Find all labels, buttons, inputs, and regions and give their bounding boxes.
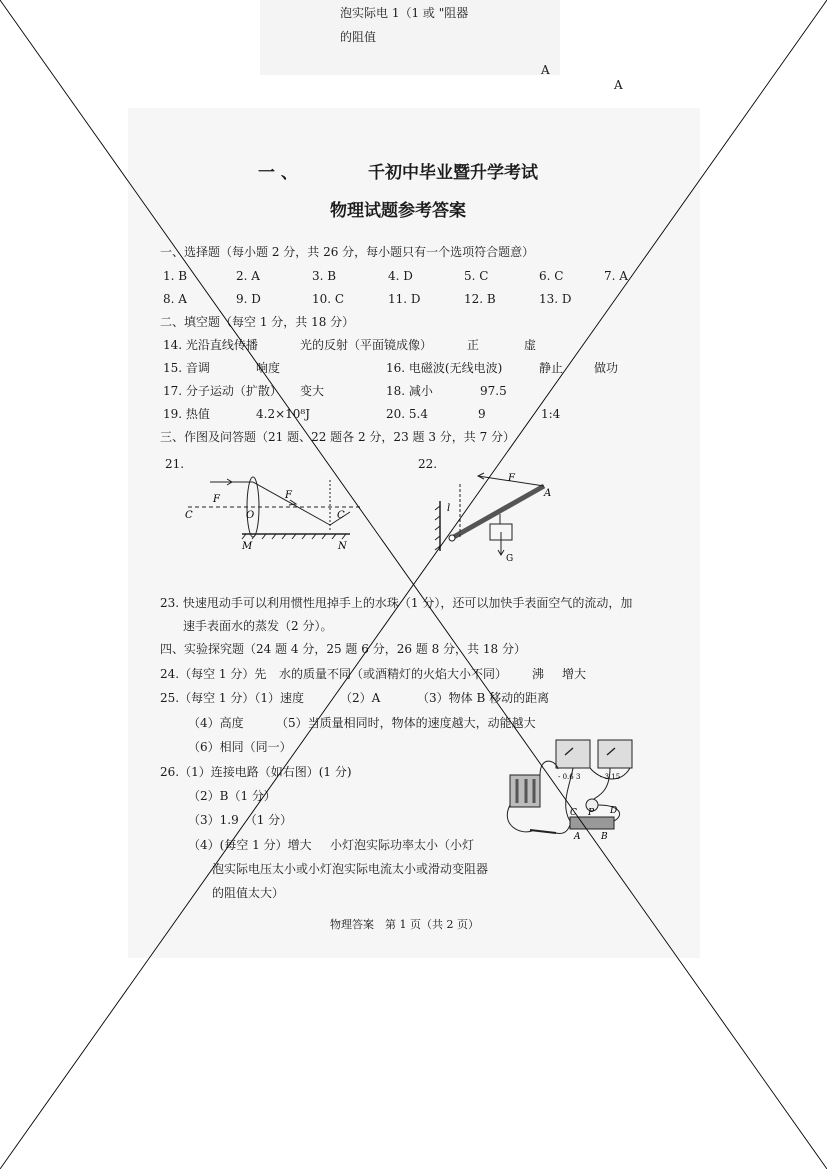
mirror-label-n: N bbox=[338, 541, 347, 552]
page-footer: 物理答案 第 1 页（共 2 页） bbox=[330, 918, 479, 931]
center-label: O bbox=[246, 510, 255, 521]
terminal-c: C bbox=[570, 808, 577, 818]
answer-6: 6. C bbox=[539, 269, 564, 283]
q14-a2: 光的反射（平面镜成像） bbox=[300, 338, 433, 352]
q23-line-1: 23. 快速甩动手可以利用惯性甩掉手上的水珠（1 分），还可以加快手表面空气的流动，加 bbox=[160, 596, 633, 610]
q25-a2: （2）A bbox=[340, 691, 381, 705]
q14-a4: 虚 bbox=[524, 338, 537, 352]
q26-line-1: 26.（1）连接电路（如右图）(1 分) bbox=[160, 765, 352, 779]
terminal-b: B bbox=[601, 832, 608, 842]
focal-label-2: F bbox=[285, 490, 292, 501]
answer-13: 13. D bbox=[539, 292, 572, 306]
q14-a1: 14. 光沿直线传播 bbox=[163, 338, 258, 352]
q26-line-2: （2）B（1 分） bbox=[188, 789, 276, 803]
q21-label: 21. bbox=[165, 457, 185, 471]
slider-p: P bbox=[588, 808, 595, 818]
q17-a1: 17. 分子运动（扩散） bbox=[163, 384, 282, 398]
answer-4: 4. D bbox=[388, 269, 413, 283]
q26-line-3: （3）1.9 （1 分） bbox=[188, 813, 293, 827]
q26-line-6: 的阻值太大） bbox=[212, 886, 285, 900]
answer-8: 8. A bbox=[163, 292, 187, 306]
q22-label: 22. bbox=[418, 457, 438, 471]
q24-a4: 增大 bbox=[562, 667, 587, 681]
section3-heading: 三、作图及问答题（21 题、22 题各 2 分，23 题 3 分，共 7 分） bbox=[160, 430, 516, 444]
q20-a3: 1:4 bbox=[541, 407, 561, 421]
point-label-c1: C bbox=[185, 510, 193, 521]
answer-12: 12. B bbox=[464, 292, 496, 306]
arm-label: l bbox=[447, 503, 451, 514]
answer-9: 9. D bbox=[236, 292, 261, 306]
section4-heading: 四、实验探究题（24 题 4 分，25 题 6 分，26 题 8 分，共 18 分） bbox=[160, 642, 526, 656]
q23-line-2: 速手表面水的蒸发（2 分）。 bbox=[183, 619, 333, 633]
q25-a5: （5）当质量相同时，物体的速度越大，动能越大 bbox=[276, 716, 536, 730]
page-title: 千初中毕业暨升学考试 bbox=[368, 163, 538, 183]
q25-a3: （3）物体 B 移动的距离 bbox=[417, 691, 550, 705]
answer-3: 3. B bbox=[312, 269, 337, 283]
answer-1: 1. B bbox=[163, 269, 188, 283]
ammeter-scale: - 0.6 3 bbox=[558, 773, 581, 781]
answer-5: 5. C bbox=[464, 269, 489, 283]
q26-line-4b: 小灯泡实际功率太小（小灯 bbox=[330, 838, 475, 852]
mirror-label-m: M bbox=[242, 541, 253, 552]
q14-a3: 正 bbox=[467, 338, 480, 352]
q19-a2: 4.2×10⁸J bbox=[256, 407, 311, 421]
q25-a1: 25.（每空 1 分）（1）速度 bbox=[160, 691, 304, 705]
q25-a6: （6）相同（同一） bbox=[188, 740, 292, 754]
q16-a3: 做功 bbox=[594, 361, 619, 375]
fragment-a-2: A bbox=[614, 78, 623, 92]
q15-a1: 15. 音调 bbox=[163, 361, 210, 375]
q19-a1: 19. 热值 bbox=[163, 407, 210, 421]
fragment-line-2: 的阻值 bbox=[340, 30, 377, 44]
section2-heading: 二、填空题（每空 1 分，共 18 分） bbox=[160, 315, 355, 329]
fragment-a-1: A bbox=[541, 63, 550, 77]
q20-a2: 9 bbox=[478, 407, 486, 421]
fragment-line-1: 泡实际电 1（1 或 "阻器 bbox=[340, 6, 469, 20]
gravity-label: G bbox=[506, 554, 514, 564]
answer-11: 11. D bbox=[388, 292, 421, 306]
q16-a2: 静止 bbox=[539, 361, 564, 375]
focal-label-1: F bbox=[213, 494, 220, 505]
answer-2: 2. A bbox=[236, 269, 260, 283]
force-label: F bbox=[508, 473, 515, 484]
q24-a3: 沸 bbox=[532, 667, 545, 681]
q18-a2: 97.5 bbox=[480, 384, 507, 398]
q17-a2: 变大 bbox=[300, 384, 325, 398]
q15-a2: 响度 bbox=[256, 361, 281, 375]
answer-10: 10. C bbox=[312, 292, 345, 306]
answer-7: 7. A bbox=[604, 269, 628, 283]
q24-a1: 24.（每空 1 分）先 bbox=[160, 667, 267, 681]
page-subtitle: 物理试题参考答案 bbox=[330, 201, 466, 221]
q20-a1: 20. 5.4 bbox=[386, 407, 428, 421]
point-label-c2: C bbox=[337, 510, 345, 521]
q18-a1: 18. 减小 bbox=[386, 384, 433, 398]
title-left: 一 、 bbox=[258, 163, 298, 183]
point-label-a: A bbox=[544, 488, 552, 499]
terminal-d: D bbox=[610, 806, 618, 816]
q25-a4: （4）高度 bbox=[188, 716, 244, 730]
voltmeter-scale: - 3 15 bbox=[600, 773, 621, 781]
q16-a1: 16. 电磁波(无线电波) bbox=[386, 361, 503, 375]
section1-heading: 一、选择题（每小题 2 分，共 26 分，每小题只有一个选项符合题意） bbox=[160, 245, 535, 259]
q26-line-4a: （4）(每空 1 分）增大 bbox=[188, 838, 312, 852]
q26-line-5: 泡实际电压太小或小灯泡实际电流太小或滑动变阻器 bbox=[212, 862, 489, 876]
terminal-a: A bbox=[574, 832, 581, 842]
q24-a2: 水的质量不同（或酒精灯的火焰大小不同） bbox=[279, 667, 508, 681]
